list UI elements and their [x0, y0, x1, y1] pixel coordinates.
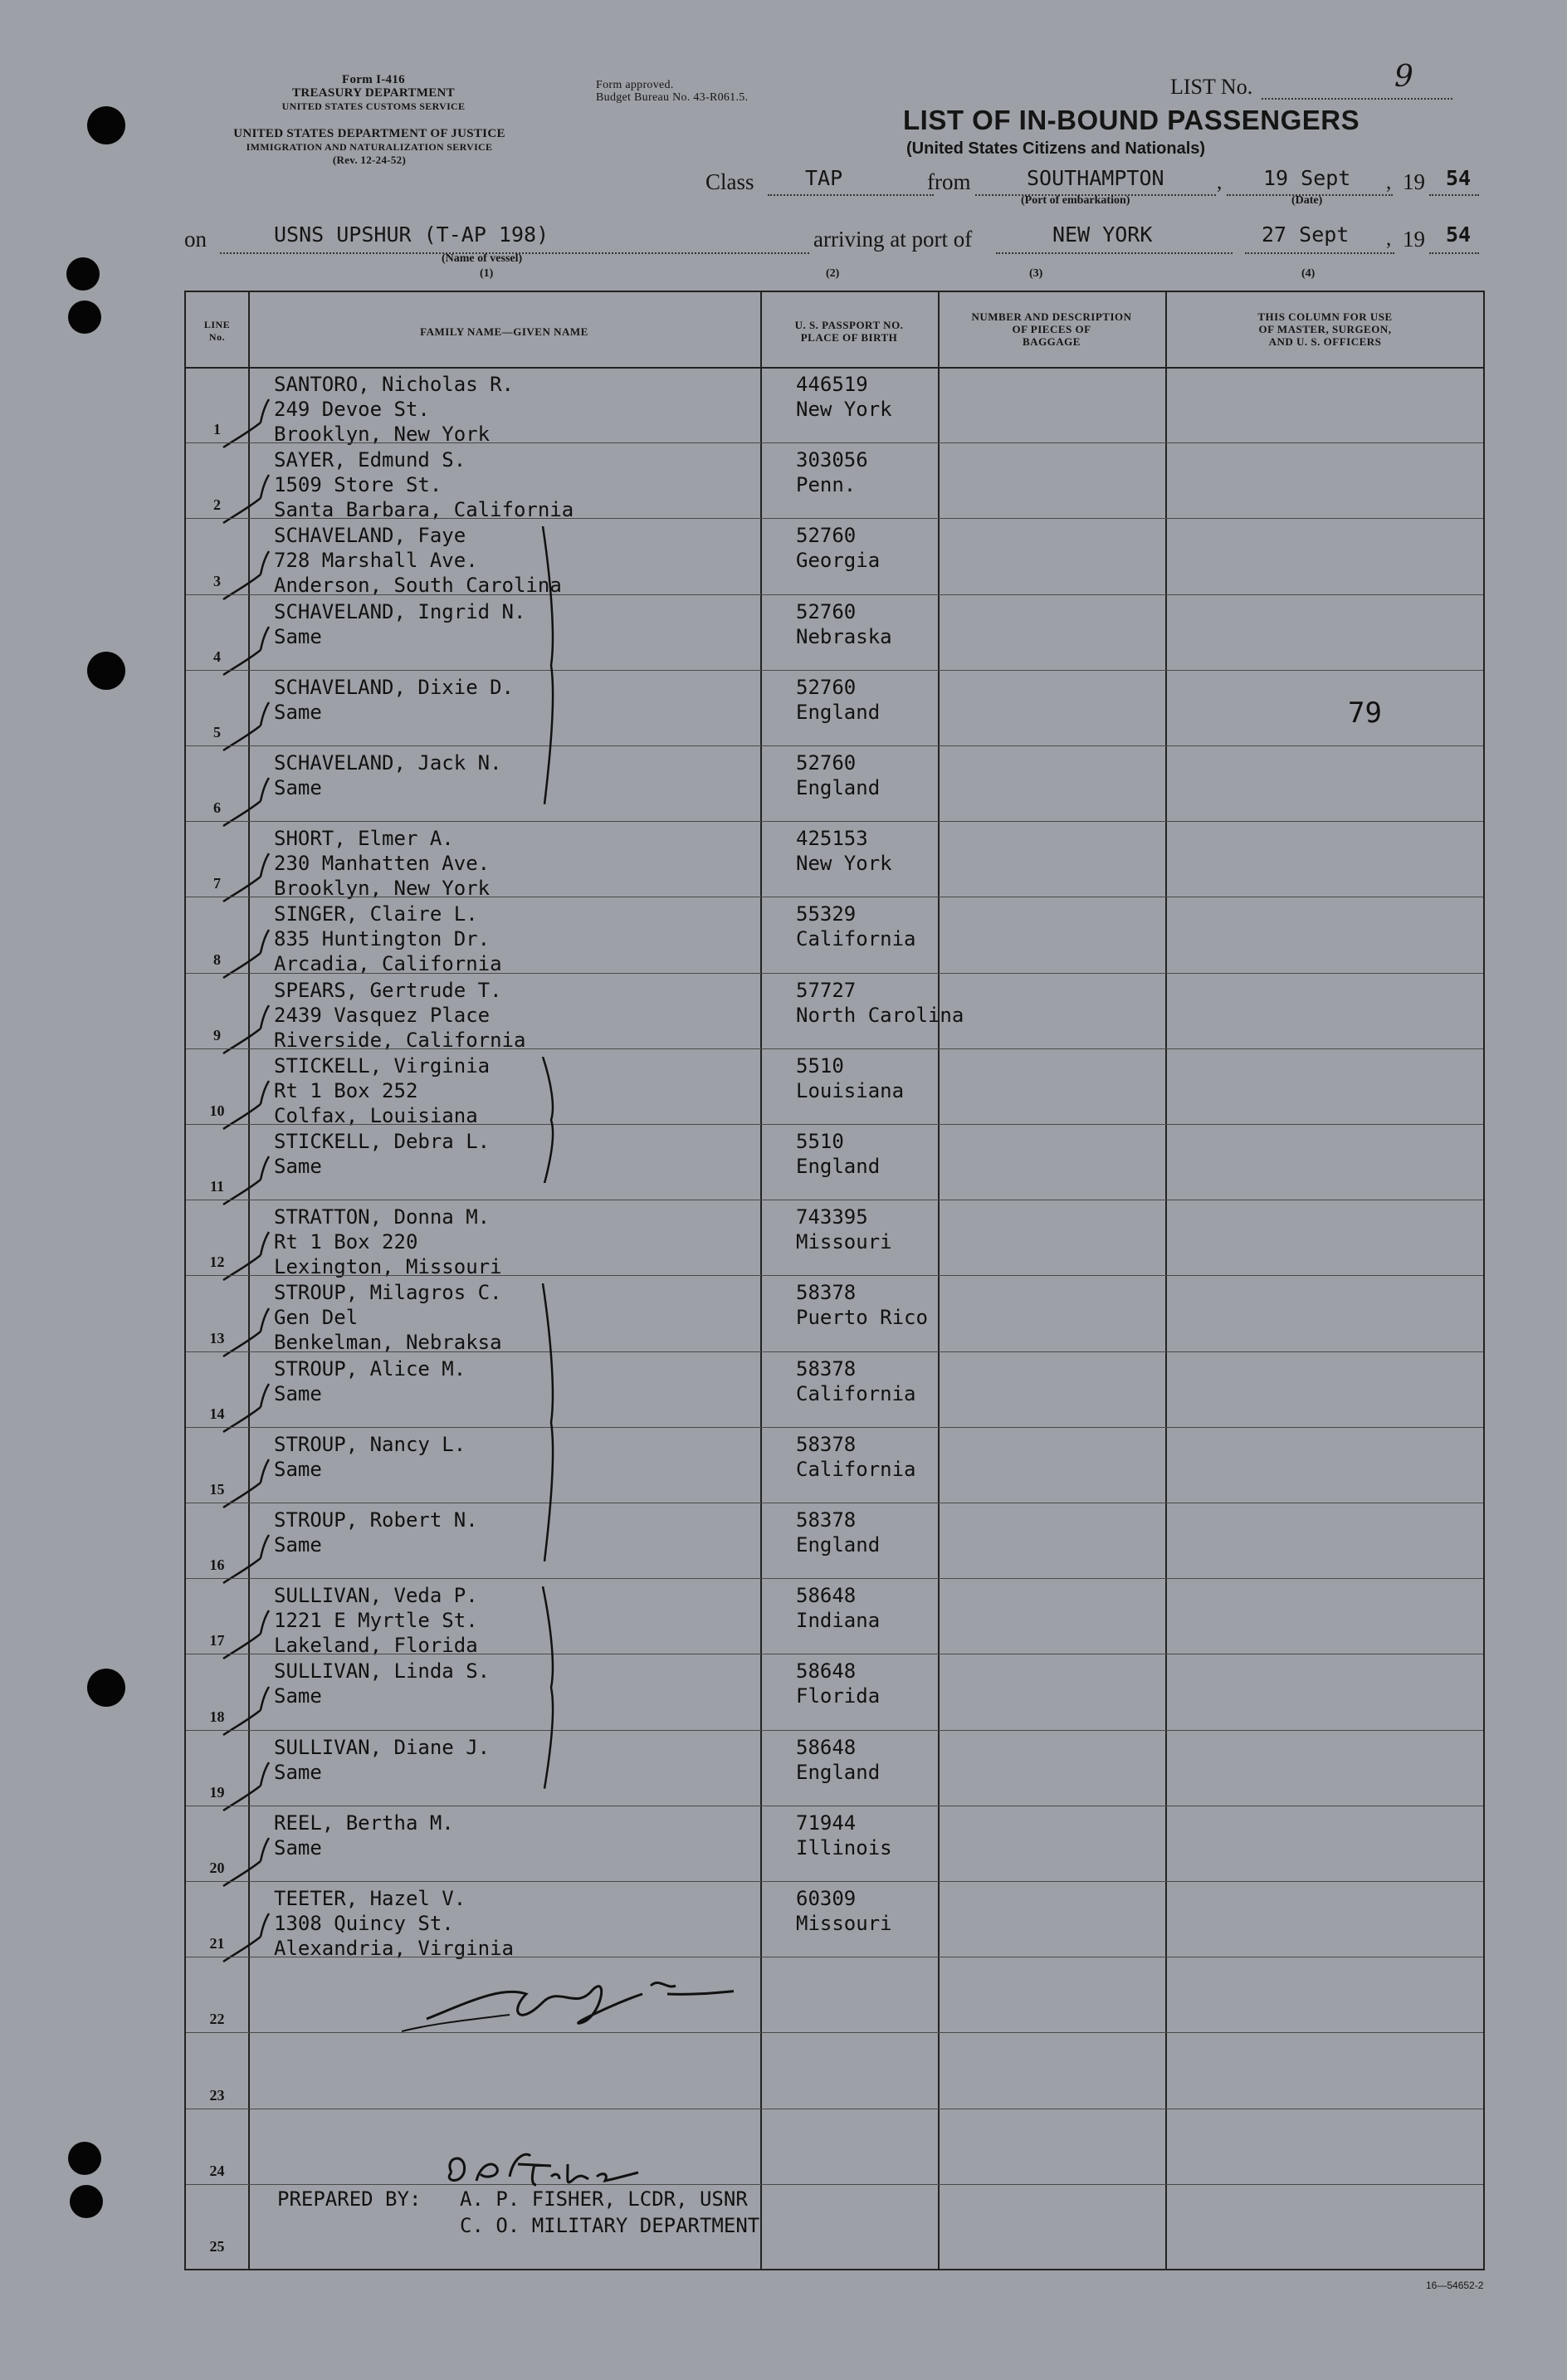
table-row: [186, 372, 1483, 446]
column-header-name: FAMILY NAME—GIVEN NAME: [420, 325, 588, 338]
line-number: 7: [213, 875, 221, 892]
passenger-name: SULLIVAN, Veda P.: [274, 1584, 478, 1608]
passenger-name: SCHAVELAND, Faye: [274, 524, 466, 548]
vessel-name-caption: (Name of vessel): [442, 252, 523, 265]
passenger-address-street: Same: [274, 1684, 322, 1708]
passenger-address-street: 249 Devoe St.: [274, 398, 430, 421]
arrival-year: 54: [1446, 222, 1472, 247]
table-row: [186, 447, 1483, 522]
passport-number: 71944: [796, 1811, 857, 1835]
family-bracket: [535, 1057, 568, 1183]
passenger-address-street: Same: [274, 700, 322, 724]
passenger-address-city: Lexington, Missouri: [274, 1255, 502, 1279]
passenger-address-city: Benkelman, Nebraksa: [274, 1331, 502, 1355]
passport-number: 425153: [796, 827, 868, 851]
arrival-port: NEW YORK: [1052, 222, 1153, 247]
officer-signature: [402, 1952, 734, 2044]
table-row: [186, 1659, 1483, 1729]
table-row: [186, 523, 1483, 598]
place-of-birth: Louisiana: [796, 1078, 905, 1102]
table-row: [186, 826, 1483, 901]
line-number: 11: [209, 1178, 224, 1195]
place-of-birth: Puerto Rico: [796, 1306, 928, 1330]
preparer-signature: [435, 2148, 651, 2197]
passenger-address-street: Same: [274, 1457, 322, 1481]
passenger-name: STICKELL, Debra L.: [274, 1130, 491, 1153]
passenger-name: SULLIVAN, Linda S.: [274, 1659, 491, 1684]
passenger-name: SCHAVELAND, Dixie D.: [274, 675, 514, 699]
passport-number: 743395: [796, 1205, 868, 1229]
passenger-address-city: Alexandria, Virginia: [274, 1937, 514, 1960]
on-label: on: [184, 227, 207, 252]
passenger-address-street: 1221 E Myrtle St.: [274, 1609, 478, 1633]
arrival-date: 27 Sept: [1262, 222, 1350, 247]
passport-number: 446519: [796, 373, 868, 396]
passenger-name: SCHAVELAND, Ingrid N.: [274, 599, 526, 623]
passenger-address-city: Brooklyn, New York: [274, 877, 491, 901]
binder-hole: [70, 2185, 103, 2218]
passport-number: 60309: [796, 1887, 857, 1910]
officer-note: 79: [1348, 696, 1382, 730]
binder-hole: [87, 1669, 125, 1707]
column-number-3: (3): [1029, 267, 1043, 280]
table-row: [186, 750, 1483, 821]
passenger-address-street: Same: [274, 1760, 322, 1784]
table-row: [186, 1356, 1483, 1427]
departure-year-prefix: 19: [1403, 169, 1425, 194]
passenger-address-street: Same: [274, 624, 322, 648]
passport-number: 58648: [796, 1584, 857, 1608]
passenger-address-city: Colfax, Louisiana: [274, 1103, 478, 1127]
line-number: 13: [209, 1329, 225, 1346]
passport-number: 52760: [796, 599, 857, 623]
family-bracket: [535, 1283, 568, 1561]
binder-hole: [68, 301, 101, 334]
column-header-baggage: NUMBER AND DESCRIPTION OF PIECES OF BAGGAGE: [971, 310, 1132, 348]
passenger-name: STROUP, Milagros C.: [274, 1281, 502, 1305]
passenger-address-street: Rt 1 Box 220: [274, 1230, 418, 1254]
form-number: Form I-416: [342, 73, 405, 86]
binder-hole: [87, 106, 125, 144]
line-number: 25: [209, 2238, 225, 2255]
passenger-name: SHORT, Elmer A.: [274, 827, 454, 851]
line-number: 6: [213, 799, 221, 817]
passenger-name: REEL, Bertha M.: [274, 1811, 454, 1835]
line-number: 21: [209, 1935, 225, 1952]
passport-number: 52760: [796, 675, 857, 699]
passenger-name: STROUP, Robert N.: [274, 1508, 478, 1532]
passenger-address-street: Gen Del: [274, 1306, 359, 1330]
line-number: 1: [213, 421, 221, 438]
list-number-handwritten: 9: [1394, 60, 1413, 94]
passenger-name: SINGER, Claire L.: [274, 902, 478, 926]
table-row: [186, 1432, 1483, 1503]
passport-number: 5510: [796, 1130, 844, 1153]
line-number: 9: [213, 1026, 221, 1043]
place-of-birth: England: [796, 700, 881, 724]
place-of-birth: New York: [796, 852, 892, 876]
prepared-by-department: C. O. MILITARY DEPARTMENT: [460, 2214, 760, 2237]
form-title: LIST OF IN-BOUND PASSENGERS: [903, 105, 1360, 135]
place-of-birth: Nebraska: [796, 624, 892, 648]
place-of-birth: England: [796, 1533, 881, 1557]
place-of-birth: Penn.: [796, 473, 857, 497]
table-row: [186, 1205, 1483, 1279]
vessel-name: USNS UPSHUR (T-AP 198): [274, 222, 549, 247]
passenger-address-city: Riverside, California: [274, 1028, 526, 1052]
passenger-address-city: Brooklyn, New York: [274, 423, 491, 446]
prepared-by-label: PREPARED BY:: [277, 2187, 422, 2211]
place-of-birth: Missouri: [796, 1912, 892, 1935]
departure-date-caption: (Date): [1291, 194, 1323, 207]
passenger-name: SANTORO, Nicholas R.: [274, 373, 514, 396]
binder-hole: [66, 257, 100, 291]
column-number-1: (1): [480, 267, 494, 280]
from-label: from: [927, 169, 971, 194]
line-number: 4: [213, 648, 221, 665]
line-number: 19: [209, 1783, 225, 1801]
line-number: 15: [209, 1481, 225, 1498]
passenger-address-street: 835 Huntington Dr.: [274, 927, 491, 951]
passenger-address-street: Same: [274, 1381, 322, 1405]
class-value: TAP: [805, 166, 843, 190]
table-row: [186, 1735, 1483, 1806]
passenger-address-street: Same: [274, 1835, 322, 1860]
passenger-name: STROUP, Nancy L.: [274, 1432, 466, 1456]
table-row: [186, 1280, 1483, 1355]
place-of-birth: California: [796, 927, 916, 951]
passport-number: 58378: [796, 1281, 857, 1305]
line-number: 23: [209, 2086, 225, 2104]
department-customs: UNITED STATES CUSTOMS SERVICE: [281, 100, 466, 112]
departure-year: 54: [1446, 166, 1472, 190]
passport-number: 58648: [796, 1735, 857, 1759]
table-row: [186, 1811, 1483, 1881]
place-of-birth: New York: [796, 398, 892, 421]
passport-number: 57727: [796, 978, 857, 1002]
budget-bureau: Budget Bureau No. 43-R061.5.: [596, 91, 749, 104]
table-row: [186, 1583, 1483, 1658]
class-label: Class: [705, 169, 754, 194]
column-header-passport: U. S. PASSPORT NO. PLACE OF BIRTH: [794, 319, 904, 344]
line-number: 18: [209, 1708, 225, 1725]
table-row: [186, 1886, 1483, 1960]
line-number: 24: [209, 2162, 225, 2179]
passenger-name: SAYER, Edmund S.: [274, 448, 466, 472]
port-of-embarkation: SOUTHAMPTON: [1027, 166, 1164, 190]
place-of-birth: England: [796, 1760, 881, 1784]
passenger-address-street: Rt 1 Box 252: [274, 1078, 418, 1102]
passport-number: 58648: [796, 1659, 857, 1684]
passenger-name: STROUP, Alice M.: [274, 1356, 466, 1381]
table-row: [186, 1508, 1483, 1578]
place-of-birth: Florida: [796, 1684, 881, 1708]
passport-number: 5510: [796, 1053, 844, 1078]
form-revision: (Rev. 12-24-52): [332, 154, 407, 166]
arrival-year-prefix: 19: [1403, 227, 1425, 252]
binder-hole: [87, 652, 125, 690]
table-row: [186, 599, 1483, 670]
passenger-name: STICKELL, Virginia: [274, 1053, 491, 1078]
form-approved: Form approved.: [596, 79, 674, 91]
department-treasury: TREASURY DEPARTMENT: [292, 86, 455, 100]
passenger-table: [184, 291, 1485, 2270]
passport-number: 58378: [796, 1356, 857, 1381]
column-header-line-no: LINE No.: [203, 319, 231, 343]
family-bracket: [535, 1586, 568, 1789]
binder-hole: [68, 2142, 101, 2175]
column-number-4: (4): [1301, 267, 1316, 280]
place-of-birth: England: [796, 776, 881, 799]
passenger-address-city: Santa Barbara, California: [274, 498, 574, 522]
port-of-embarkation-caption: (Port of embarkation): [1021, 194, 1130, 207]
passenger-address-street: 2439 Vasquez Place: [274, 1003, 491, 1027]
department-immigration: IMMIGRATION AND NATURALIZATION SERVICE: [246, 141, 493, 153]
column-header-officers: THIS COLUMN FOR USE OF MASTER, SURGEON, AND U. S. OFFICERS: [1257, 310, 1393, 348]
passenger-name: SPEARS, Gertrude T.: [274, 978, 502, 1002]
table-row: [186, 902, 1483, 976]
place-of-birth: Indiana: [796, 1609, 881, 1633]
place-of-birth: California: [796, 1457, 916, 1481]
family-bracket: [535, 526, 568, 804]
table-row: [186, 978, 1483, 1052]
passenger-address-street: 728 Marshall Ave.: [274, 549, 478, 573]
line-number: 3: [213, 572, 221, 589]
line-number: 5: [213, 724, 221, 740]
passenger-name: SULLIVAN, Diane J.: [274, 1735, 491, 1759]
place-of-birth: England: [796, 1155, 881, 1178]
passenger-address-street: 230 Manhatten Ave.: [274, 852, 491, 876]
passenger-address-street: Same: [274, 776, 322, 799]
line-number: 14: [209, 1405, 225, 1422]
arriving-label: arriving at port of: [813, 227, 973, 252]
passenger-address-city: Arcadia, California: [274, 952, 502, 976]
line-number: 8: [213, 951, 221, 968]
departure-date: 19 Sept: [1263, 166, 1351, 190]
form-subtitle: (United States Citizens and Nationals): [906, 139, 1206, 158]
passport-number: 52760: [796, 751, 857, 775]
passenger-address-street: Same: [274, 1155, 322, 1178]
passport-number: 58378: [796, 1508, 857, 1532]
passenger-name: TEETER, Hazel V.: [274, 1887, 466, 1910]
line-number: 16: [209, 1557, 225, 1574]
passenger-address-city: Lakeland, Florida: [274, 1634, 478, 1658]
line-number: 22: [209, 2011, 225, 2028]
list-no-label: LIST No.: [1170, 75, 1253, 99]
passenger-address-city: Anderson, South Carolina: [274, 574, 562, 598]
place-of-birth: Georgia: [796, 549, 881, 573]
passport-number: 52760: [796, 524, 857, 548]
table-row: [186, 1053, 1483, 1127]
passport-number: 55329: [796, 902, 857, 926]
passport-number: 303056: [796, 448, 868, 472]
passport-number: 58378: [796, 1432, 857, 1456]
passenger-name: STRATTON, Donna M.: [274, 1205, 491, 1229]
line-number: 10: [209, 1102, 225, 1119]
line-number: 17: [209, 1632, 225, 1649]
table-row: [186, 675, 1483, 745]
line-number: 2: [213, 496, 221, 514]
print-code: 16—54652-2: [1426, 2280, 1484, 2291]
department-justice: UNITED STATES DEPARTMENT OF JUSTICE: [233, 127, 505, 140]
passenger-address-street: 1308 Quincy St.: [274, 1912, 454, 1935]
place-of-birth: Illinois: [796, 1835, 892, 1860]
line-number: 20: [209, 1860, 225, 1876]
passenger-name: SCHAVELAND, Jack N.: [274, 751, 502, 775]
passenger-address-street: Same: [274, 1533, 322, 1557]
line-number: 12: [209, 1254, 225, 1271]
table-row: [186, 1129, 1483, 1200]
place-of-birth: Missouri: [796, 1230, 892, 1254]
place-of-birth: California: [796, 1381, 916, 1405]
passenger-address-street: 1509 Store St.: [274, 473, 442, 497]
column-number-2: (2): [826, 267, 840, 280]
prepared-by-name: A. P. FISHER, LCDR, USNR: [460, 2187, 748, 2211]
check-mark-icon: [219, 1912, 294, 1970]
place-of-birth: North Carolina: [796, 1003, 964, 1027]
